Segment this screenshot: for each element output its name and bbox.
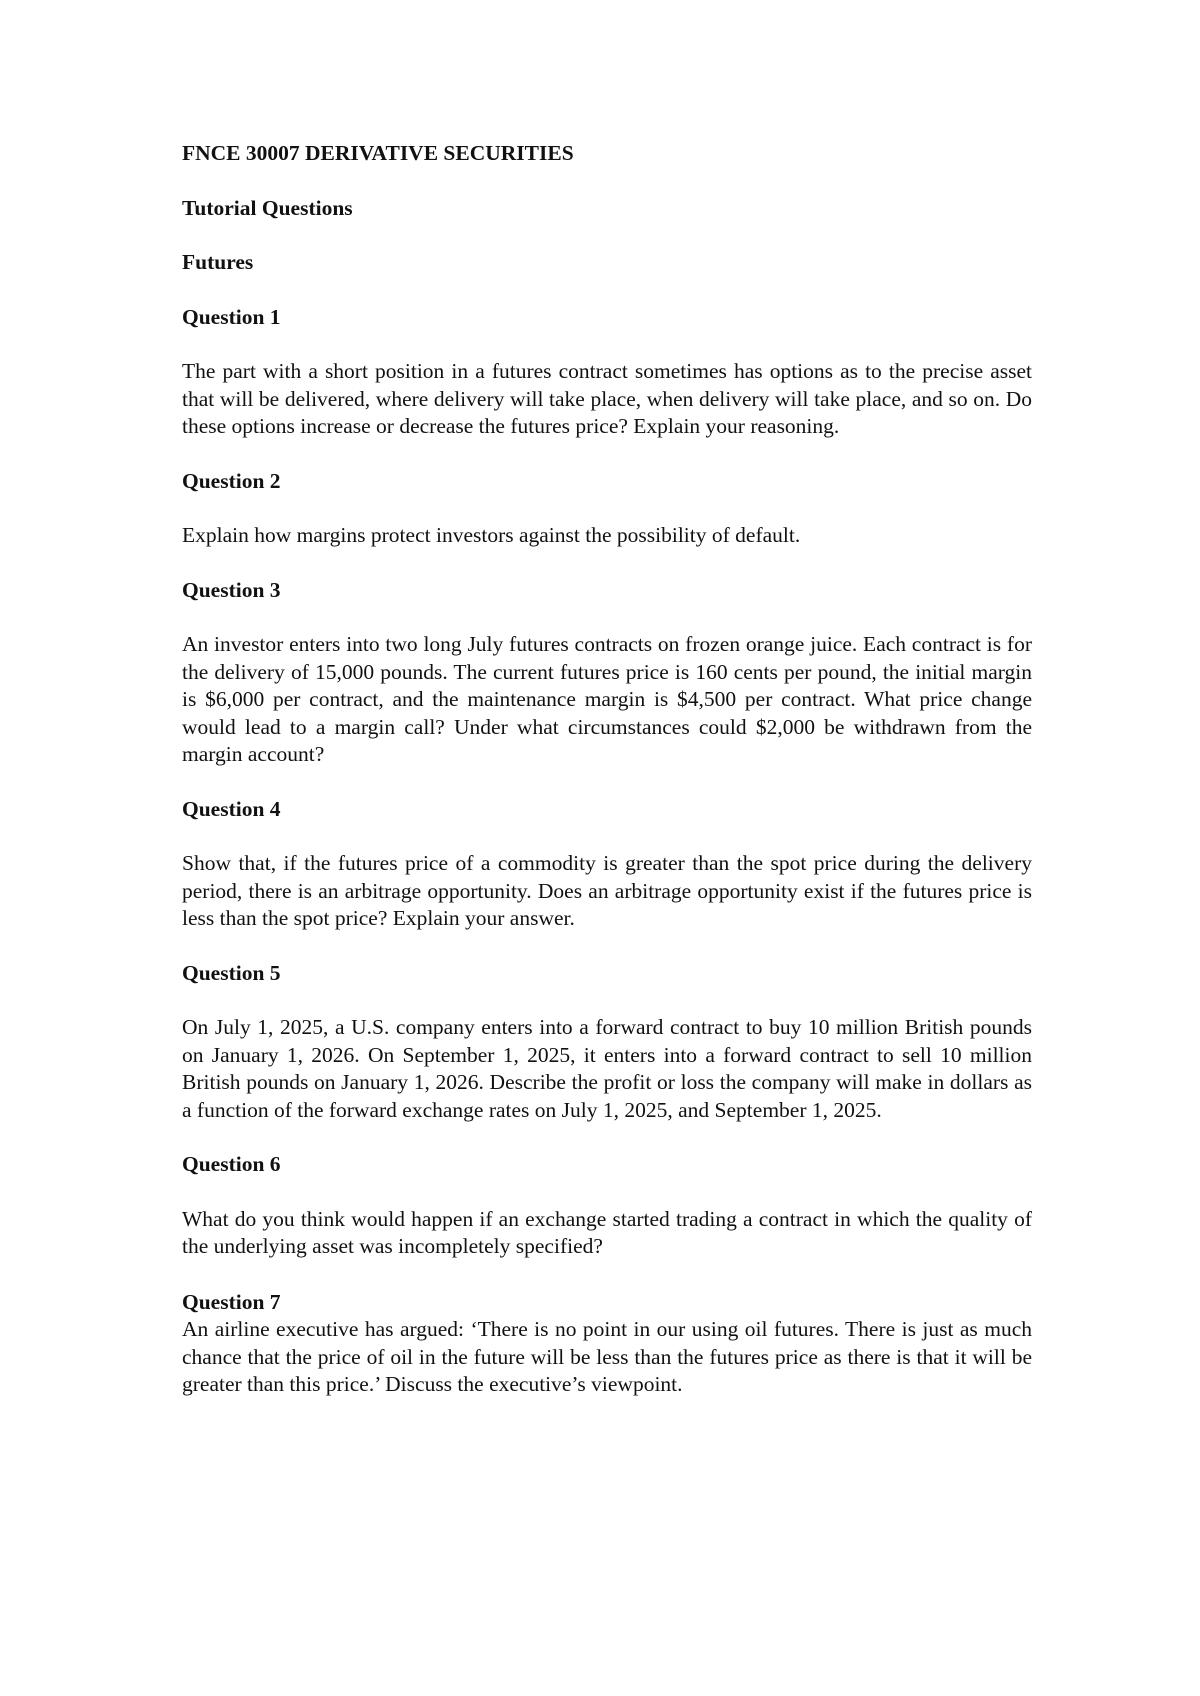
- document-page: [182, 140, 1032, 1426]
- question-heading: Question 6: [182, 1152, 281, 1176]
- question-7: [182, 1289, 1032, 1399]
- question-body: What do you think would happen if an exchange started trading a contract in which the quality of the underlying asset was incompletely specified?: [182, 1206, 1032, 1258]
- question-2: [182, 468, 1032, 550]
- question-heading: Question 5: [182, 960, 281, 985]
- question-5: [182, 960, 1032, 1125]
- question-heading: Question 1: [182, 304, 281, 329]
- course-title: FNCE 30007 DERIVATIVE SECURITIES: [182, 141, 574, 165]
- section-heading: Futures: [182, 250, 254, 274]
- question-body: Show that, if the futures price of a commodity is greater than the spot price during the delivery period, there is an arbitrage opportunity. Does an arbitrage opportunity exist if the futures price is less than the spot price? Explain your answer.: [182, 851, 1032, 930]
- question-body: On July 1, 2025, a U.S. company enters into a forward contract to buy 10 million British pounds on January 1, 2026. On September 1, 2025, it enters into a forward contract to sell 10 million British pounds on January 1, 2026. Describe the profit or loss the company will make in dollars as a function of the forward exchange rates on July 1, 2025, and September 1, 2025.: [182, 1015, 1032, 1122]
- question-1: [182, 304, 1032, 441]
- question-heading: Question 4: [182, 796, 281, 821]
- question-heading: Question 3: [182, 577, 281, 602]
- question-heading: Question 2: [182, 468, 281, 493]
- question-body: An airline executive has argued: ‘There is no point in our using oil futures. There is just as much chance that the price of oil in the future will be less than the futures price as there is that it will be greater than this price.’ Discuss the executive’s viewpoint.: [182, 1317, 1032, 1396]
- question-body: An investor enters into two long July futures contracts on frozen orange juice. Each contract is for the delivery of 15,000 pounds. The current futures price is 160 cents per pound, the initial margin is $6,000 per contract, and the maintenance margin is $4,500 per contract. What price change would lead to a margin call? Under what circumstances could $2,000 be withdrawn from the margin account?: [182, 632, 1032, 766]
- document-subtitle: Tutorial Questions: [182, 195, 353, 220]
- question-heading: Question 7: [182, 1289, 281, 1314]
- question-6: [182, 1151, 1032, 1261]
- question-3: [182, 577, 1032, 769]
- question-body: The part with a short position in a futures contract sometimes has options as to the precise asset that will be delivered, where delivery will take place, when delivery will take place, and so on. Do these options increase or decrease the futures price? Explain your reasoning.: [182, 359, 1032, 438]
- question-4: [182, 796, 1032, 933]
- question-body: Explain how margins protect investors against the possibility of default.: [182, 523, 801, 547]
